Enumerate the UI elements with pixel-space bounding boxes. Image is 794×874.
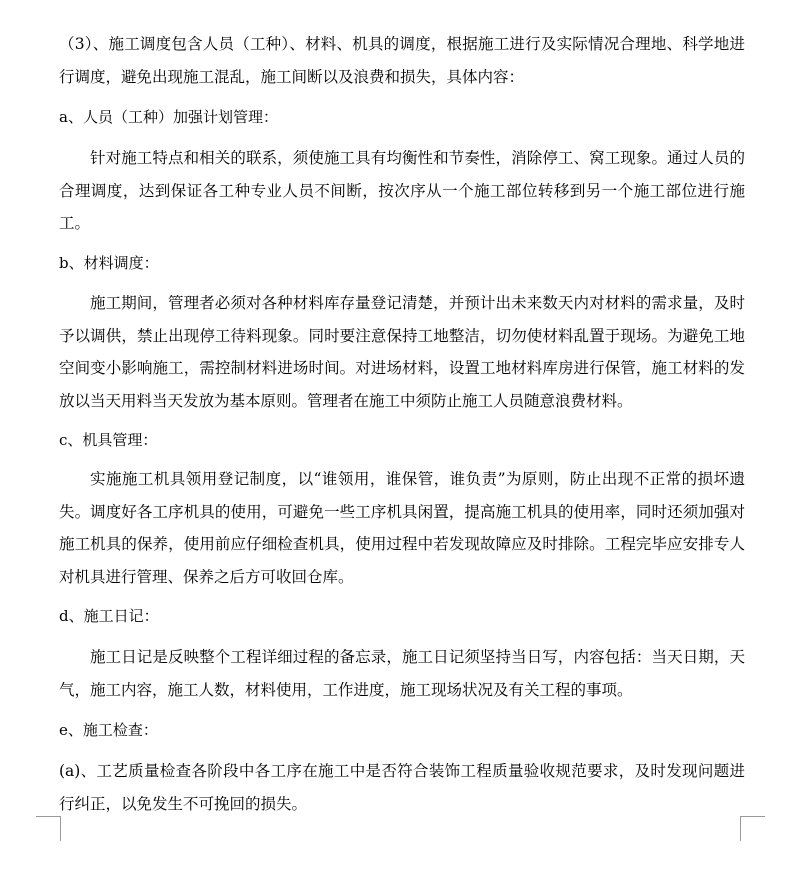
paragraph-diary: 施工日记是反映整个工程详细过程的备忘录，施工日记须坚持当日写，内容包括：当天日期，天气，施工内容，施工人数，材料使用，工作进度，施工现场状况及有关工程的事项。 xyxy=(59,648,745,699)
heading-materials: b、材料调度： xyxy=(59,254,159,272)
heading-diary: d、施工日记： xyxy=(59,607,159,625)
heading-inspection: e、施工检查： xyxy=(59,721,158,739)
paragraph-inspection-a: (a)、工艺质量检查各阶段中各工序在施工中是否符合装饰工程质量验收规范要求，及时发现问题进行纠正，以免发生不可挽回的损失。 xyxy=(59,762,745,813)
paragraph-materials: 施工期间，管理者必须对各种材料库存量登记清楚，并预计出未来数天内对材料的需求量，及时予以调供，禁止出现停工待料现象。同时要注意保持工地整洁，切勿使材料乱置于现场。为避免工地空间变小影响施工，需控制材料进场时间。对进场材料，设置工地材料库房进行保管，施工材料的发放以当天用料当天发放为基本原则。管理者在施工中须防止施工人员随意浪费材料。 xyxy=(59,294,745,410)
margin-corner-mark-right xyxy=(740,816,765,841)
paragraph-personnel: 针对施工特点和相关的联系，须使施工具有均衡性和节奏性，消除停工、窝工现象。通过人员的合理调度，达到保证各工种专业人员不间断，按次序从一个施工部位转移到另一个施工部位进行施工。 xyxy=(59,149,745,232)
margin-corner-mark-left xyxy=(36,816,61,841)
heading-equipment: c、机具管理： xyxy=(59,431,158,449)
paragraph-scheduling-intro: （3）、施工调度包含人员（工种）、材料、机具的调度，根据施工进行及实际情况合理地、科学地进行调度，避免出现施工混乱，施工间断以及浪费和损失，具体内容： xyxy=(59,35,745,86)
paragraph-equipment: 实施施工机具领用登记制度，以“谁领用，谁保管，谁负责”为原则，防止出现不正常的损坏遗失。调度好各工序机具的使用，可避免一些工序机具闲置，提高施工机具的使用率，同时还须加强对施工机具的保养，使用前应仔细检查机具，使用过程中若发现故障应及时排除。工程完毕应安排专人对机具进行管理、保养之后方可收回仓库。 xyxy=(59,470,745,586)
heading-personnel: a、人员（工种）加强计划管理： xyxy=(59,108,278,126)
